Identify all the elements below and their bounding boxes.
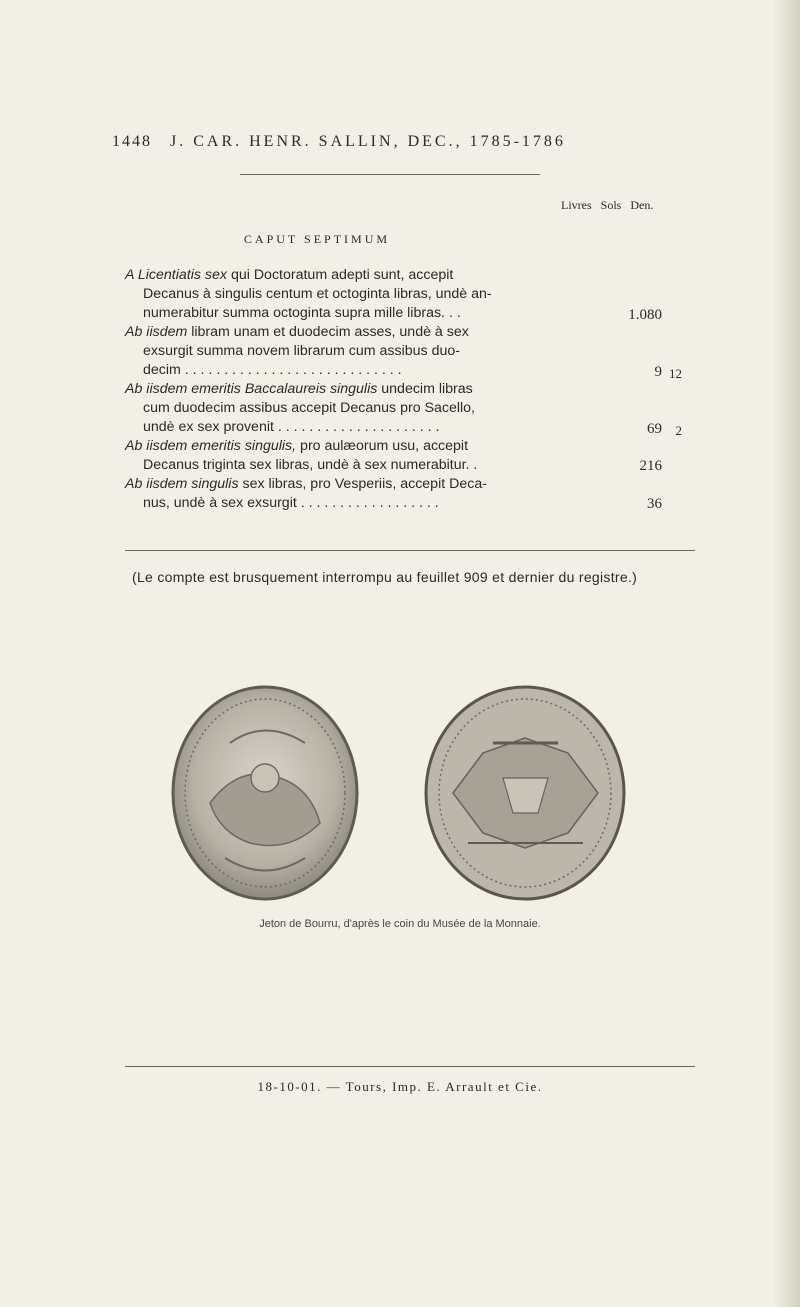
account-entry: Ab iisdem emeritis singulis, pro aulæorum usu, accepit Decanus triginta sex libras, undè à sex numerabitur. . 216 bbox=[125, 438, 662, 474]
livres-value: 216 bbox=[639, 458, 662, 474]
account-entry: Ab iisdem singulis sex libras, pro Vesperiis, accepit Deca- nus, undè à sex exsurgit . . . . . . . . . . . . . . . . . . 36 bbox=[125, 476, 662, 512]
livres-value: 1.080 bbox=[628, 307, 662, 323]
page-number: 1448 bbox=[112, 133, 152, 150]
account-entry: Ab iisdem libram unam et duodecim asses, undè à sex exsurgit summa novem librarum cum assibus duo- decim . . . . . . . . . . . . . . . . . . . . . . . . . . . . 9 12 bbox=[125, 324, 682, 381]
sols-value: 2 bbox=[675, 423, 682, 438]
printer-imprint: 18-10-01. — Tours, Imp. E. Arrault et Cie. bbox=[257, 1079, 543, 1094]
livres-value: 36 bbox=[647, 496, 662, 512]
closing-note: (Le compte est brusquement interrompu au feuillet 909 et dernier du registre.) bbox=[132, 569, 638, 585]
sols-value: 12 bbox=[669, 366, 682, 381]
entry-lead: Ab iisdem singulis bbox=[125, 476, 239, 492]
entry-lead: A Licentiatis sex bbox=[125, 267, 227, 283]
column-headings bbox=[561, 198, 653, 213]
accounts-list bbox=[125, 266, 682, 513]
jeton-reverse-image bbox=[423, 683, 628, 903]
column-den: Den. bbox=[630, 198, 654, 212]
jeton-obverse-image bbox=[170, 683, 360, 903]
header-rule bbox=[240, 174, 540, 175]
page-edge-shadow bbox=[772, 0, 800, 1307]
account-entry: A Licentiatis sex qui Doctoratum adepti sunt, accepit Decanus à singulis centum et octoginta libras, undè an- numerabitur summa octoginta supra mille libras. . . 1.080 bbox=[125, 267, 662, 323]
livres-value: 9 bbox=[654, 364, 662, 380]
footer-rule bbox=[125, 1066, 695, 1067]
column-sols: Sols bbox=[600, 198, 622, 212]
section-end-rule bbox=[125, 550, 695, 551]
medal-caption: Jeton de Bourru, d'après le coin du Musée de la Monnaie. bbox=[259, 918, 541, 930]
column-livres: Livres bbox=[561, 198, 592, 212]
entry-lead: Ab iisdem emeritis singulis, bbox=[125, 438, 297, 454]
livres-value: 69 bbox=[647, 421, 662, 437]
entry-lead: Ab iisdem bbox=[125, 324, 188, 340]
running-title: J. CAR. HENR. SALLIN, DEC., 1785-1786 bbox=[170, 133, 566, 150]
entry-lead: Ab iisdem emeritis Baccalaureis singulis bbox=[125, 381, 378, 397]
section-title: CAPUT SEPTIMUM bbox=[243, 232, 391, 246]
account-entry: Ab iisdem emeritis Baccalaureis singulis undecim libras cum duodecim assibus accepit Decanus pro Sacello, undè ex sex provenit . . . . . . . . . . . . . . . . . . . . . 69 2 bbox=[125, 381, 682, 438]
